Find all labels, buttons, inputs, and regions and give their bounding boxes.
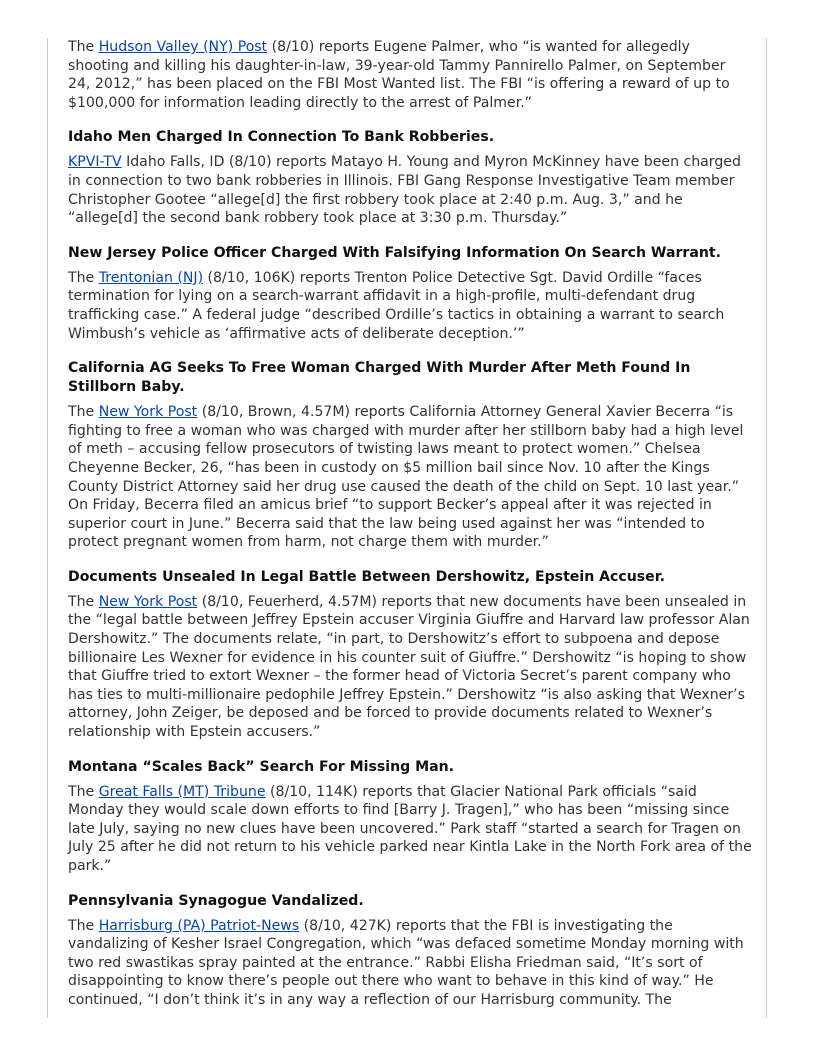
source-link[interactable]: Trentonian (NJ): [98, 269, 204, 286]
article-body: (8/10, 427K) reports that the FBI is investigating the vandalizing of Kesher Israel Congregation, which “was defaced sometime Monday morning with two red swastikas spray painted at the entrance.” Rabbi Elisha Friedman said, “It’s sort of disappointing to know there’s people out there who want to behave in this kind of way.” He continued, “I don’t think it’s in any way a reflection of our Harrisburg community. The: [68, 917, 744, 1008]
article-headline: New Jersey Police Officer Charged With Falsifying Information On Search Warrant.: [68, 244, 722, 261]
article-lead: The: [68, 269, 99, 286]
article-body: Idaho Falls, ID (8/10) reports Matayo H. Young and Myron McKinney have been charged in connection to two bank robberies in Illinois. FBI Gang Response Investigative Team member Christopher Gootee “allege[d] the first robbery took place at 2:40 p.m. Aug. 3,” and he “allege[d] the second bank robbery took place at 3:30 p.m. Thursday.”: [68, 154, 741, 227]
article-paragraph: [68, 783, 752, 876]
article-headline: Idaho Men Charged In Connection To Bank Robberies.: [68, 129, 495, 146]
article-body: (8/10, Feuerherd, 4.57M) reports that new documents have been unsealed in the “legal battle between Jeffrey Epstein accuser Virginia Giuffre and Harvard law professor Alan Dershowitz.” The documents relate, “in part, to Dershowitz’s effort to subpoena and depose billionaire Les Wexner for evidence in his counter suit of Giuffre.” Dershowitz “is hoping to show that Giuffre tried to extort Wexner – the former head of Victoria Secret’s parent company who has ties to multi-millionaire pedophile Jeffrey Epstein.” Dershowitz “is also asking that Wexner’s attorney, John Zeiger, be deposed and be forced to provide documents related to Wexner’s relationship with Epstein accusers.”: [68, 593, 750, 741]
article-body: (8/10, 106K) reports Trenton Police Detective Sgt. David Ordille “faces termination for lying on a search-warrant affidavit in a high-profile, multi-defendant drug trafficking case.” A federal judge “described Ordille’s tactics in obtaining a warrant to search Wimbush’s vehicle as ‘affirmative acts of deliberate deception.’”: [68, 269, 725, 342]
article-paragraph: [68, 917, 752, 1010]
article-body: (8/10, 114K) reports that Glacier National Park officials “said Monday they would scale down efforts to find [Barry J. Tragen],” who has been “missing since late July, saying no new clues have been uncovered.” Park staff “started a search for Tragen on July 25 after he did not return to his vehicle parked near Kintla Lake in the North Fork area of the park.”: [68, 783, 752, 874]
article-lead: The: [68, 39, 99, 55]
article-paragraph: [68, 153, 752, 227]
article-headline: California AG Seeks To Free Woman Charged With Murder After Meth Found In Stillborn Baby.: [68, 360, 691, 396]
source-link[interactable]: New York Post: [98, 593, 198, 610]
article-headline: Pennsylvania Synagogue Vandalized.: [68, 892, 364, 909]
article-lead: The: [68, 917, 99, 934]
article-body: (8/10) reports Eugene Palmer, who “is wanted for allegedly shooting and killing his daughter-in-law, 39-year-old Tammy Pannirello Palmer, on September 24, 2012,” has been placed on the FBI Most Wanted list. The FBI “is offering a reward of up to $100,000 for information leading directly to the arrest of Palmer.”: [68, 39, 730, 111]
source-link[interactable]: New York Post: [98, 404, 198, 421]
news-content: [68, 38, 752, 1026]
source-link[interactable]: KPVI-TV: [68, 154, 122, 171]
article-lead: The: [68, 783, 99, 800]
article-headline: Montana “Scales Back” Search For Missing Man.: [68, 758, 455, 775]
article-paragraph: [68, 593, 752, 742]
article-headline: Documents Unsealed In Legal Battle Between Dershowitz, Epstein Accuser.: [68, 568, 666, 585]
source-link[interactable]: Harrisburg (PA) Patriot-News: [98, 917, 300, 934]
source-link[interactable]: Hudson Valley (NY) Post: [98, 39, 268, 55]
article-paragraph: [68, 403, 752, 552]
article-paragraph: [68, 38, 752, 112]
article-lead: The: [68, 404, 99, 421]
article-lead: The: [68, 593, 99, 610]
article-body: (8/10, Brown, 4.57M) reports California Attorney General Xavier Becerra “is fighting to free a woman who was charged with murder after her stillborn baby had a high level of meth – accusing fellow prosecutors of twisting laws meant to protect women.” Chelsea Cheyenne Becker, 26, “has been in custody on $5 million bail since Nov. 10 after the Kings County District Attorney said her drug use caused the death of the child on Sept. 10 last year.” On Friday, Becerra filed an amicus brief “to support Becker’s appeal after it was rejected in superior court in June.” Becerra said that the law being used against her was “intended to protect pregnant women from harm, not charge them with murder.”: [68, 404, 744, 551]
source-link[interactable]: Great Falls (MT) Tribune: [98, 783, 266, 800]
article-paragraph: [68, 269, 752, 343]
